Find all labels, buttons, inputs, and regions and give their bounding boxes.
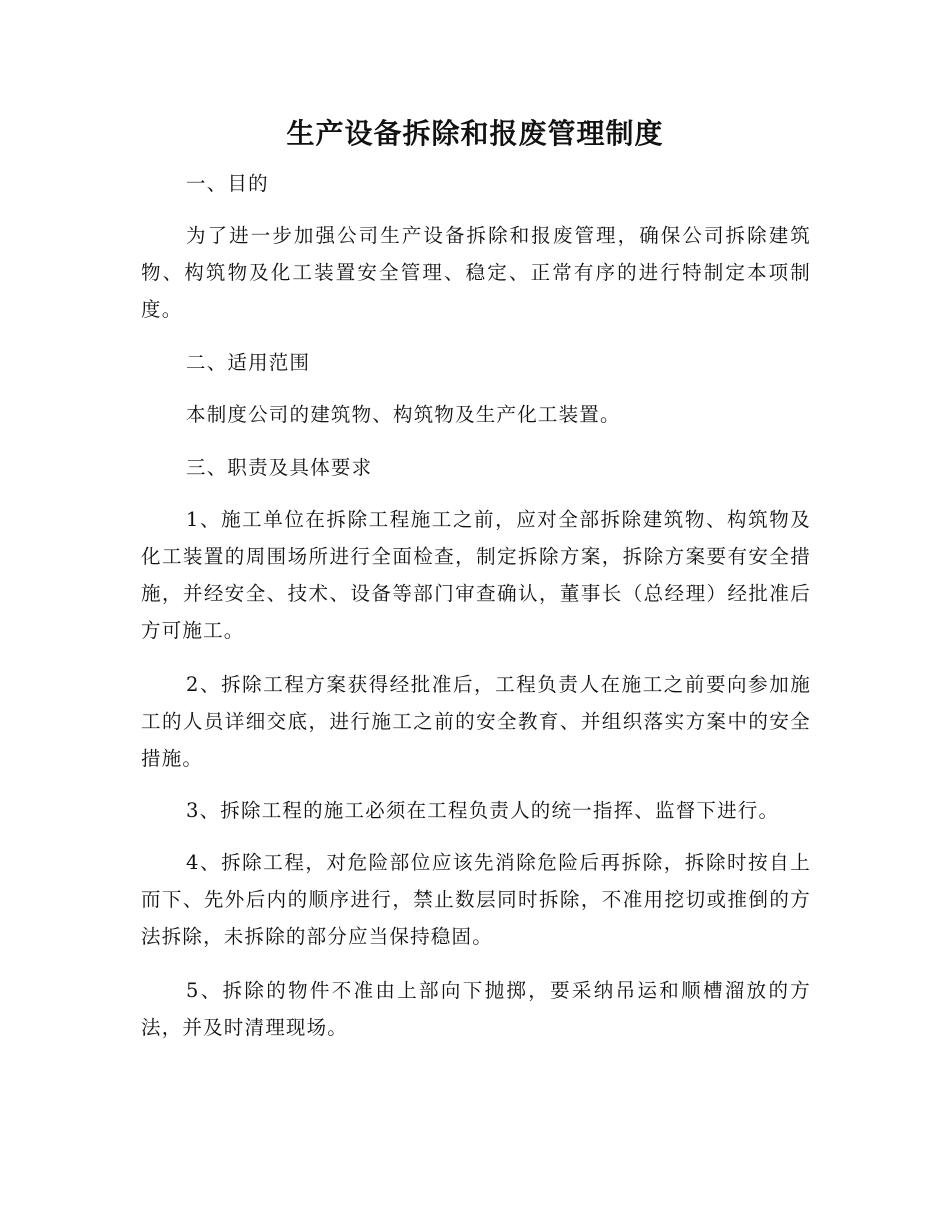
- paragraph-scope: 本制度公司的建筑物、构筑物及生产化工装置。: [186, 403, 621, 426]
- section-heading-duties: 三、职责及具体要求: [186, 456, 373, 479]
- paragraph-item-4: 4、拆除工程，对危险部位应该先消除危险后再拆除，拆除时按自上而下、先外后内的顺序进行，禁止数层同时拆除，不准用挖切或推倒的方法拆除，未拆除的部分应当保持稳固。: [141, 851, 811, 948]
- paragraph-item-2: 2、拆除工程方案获得经批准后，工程负责人在施工之前要向参加施工的人员详细交底，进行施工之前的安全教育、并组织落实方案中的安全措施。: [141, 673, 811, 770]
- paragraph-item-3: 3、拆除工程的施工必须在工程负责人的统一指挥、监督下进行。: [186, 799, 780, 822]
- paragraph-purpose: 为了进一步加强公司生产设备拆除和报废管理，确保公司拆除建筑物、构筑物及化工装置安全管理、稳定、正常有序的进行特制定本项制度。: [141, 224, 811, 321]
- paragraph-item-5: 5、拆除的物件不准由上部向下抛掷，要采纳吊运和顺槽溜放的方法，并及时清理现场。: [141, 979, 811, 1039]
- section-heading-purpose: 一、目的: [186, 172, 269, 195]
- section-heading-scope: 二、适用范围: [186, 351, 311, 374]
- paragraph-item-1: 1、施工单位在拆除工程施工之前，应对全部拆除建筑物、构筑物及化工装置的周围场所进行全面检查，制定拆除方案，拆除方案要有安全措施，并经安全、技术、设备等部门审查确认，董事长（总经理）经批准后方可施工。: [141, 508, 811, 642]
- document-title: 生产设备拆除和报废管理制度: [286, 117, 664, 150]
